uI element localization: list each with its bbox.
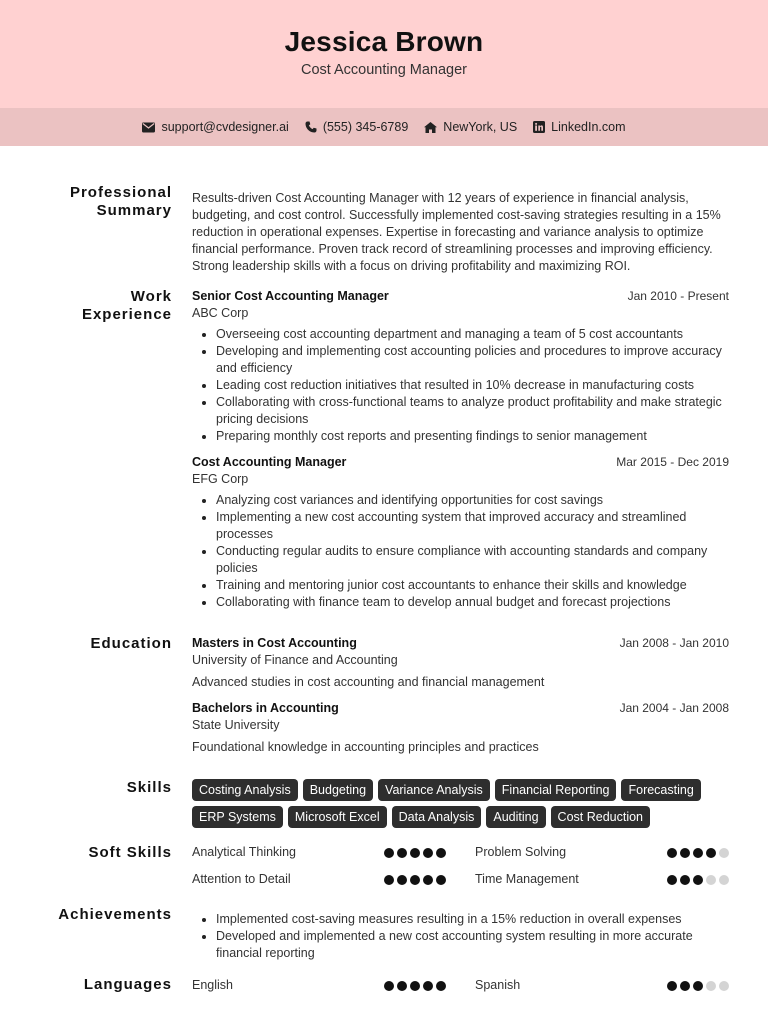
candidate-name: Jessica Brown [284,26,484,57]
rating-dots [639,875,729,885]
rating-dot-filled [680,875,690,885]
rating-dot-empty [719,848,729,858]
job-bullet: Developing and implementing cost accounting policies and procedures to improve accuracy and efficiency [216,343,729,377]
soft-skill-name: Problem Solving [475,845,567,859]
rating-dots [356,848,446,858]
rating-dot-filled [436,848,446,858]
phone-icon [305,121,317,133]
job-title: Cost Accounting Manager [192,455,347,469]
rating-dot-filled [693,875,703,885]
job-bullet: Leading cost reduction initiatives that resulted in 10% decrease in manufacturing costs [216,377,729,394]
rating-dot-filled [436,875,446,885]
section-title-summary: Professional Summary [69,184,172,219]
achievements-list [192,907,729,962]
contact-linkedin-text: LinkedIn.com [551,120,626,134]
section-title-soft-skills: Soft Skills [88,844,172,861]
skill-tag: Forecasting [621,779,700,801]
education-entry [192,700,729,756]
section-title-experience: Work Experience [81,288,172,323]
language-name: Spanish [475,978,521,992]
job-bullet: Overseeing cost accounting department and managing a team of 5 cost accountants [216,326,729,343]
rating-dot-filled [693,848,703,858]
job-date: Mar 2015 - Dec 2019 [616,455,729,469]
candidate-role: Cost Accounting Manager [300,62,468,78]
skill-tag: Data Analysis [392,806,482,828]
job-entry [192,454,729,611]
job-company: ABC Corp [192,306,249,320]
job-company: EFG Corp [192,472,249,486]
rating-dot-empty [706,981,716,991]
job-bullets [192,492,729,611]
job-bullet: Implementing a new cost accounting system that improved accuracy and streamlined processes [216,509,729,543]
job-bullet: Analyzing cost variances and identifying opportunities for cost savings [216,492,729,509]
rating-dots [356,981,446,991]
job-bullet: Collaborating with cross-functional teams to analyze product profitability and make strategic pricing decisions [216,394,729,428]
experience-list [192,288,729,611]
rating-dot-filled [410,875,420,885]
rating-dot-filled [384,875,394,885]
rating-dot-filled [423,848,433,858]
job-bullets [192,326,729,445]
rating-dot-filled [693,981,703,991]
contact-email-text: support@cvdesigner.ai [161,120,289,134]
skill-tag: Budgeting [303,779,373,801]
rating-dot-filled [423,875,433,885]
skills-tags [192,779,729,828]
job-bullet: Preparing monthly cost reports and presenting findings to senior management [216,428,729,445]
section-title-achievements: Achievements [58,906,172,923]
soft-skill-item [192,871,446,888]
contact-location-text: NewYork, US [443,120,518,134]
rating-dot-filled [423,981,433,991]
soft-skills-grid [192,844,729,888]
rating-dot-filled [397,875,407,885]
soft-skill-name: Time Management [475,872,579,886]
rating-dot-filled [667,981,677,991]
soft-skill-item [192,844,446,861]
job-bullet: Training and mentoring junior cost accountants to enhance their skills and knowledge [216,577,729,594]
language-name: English [192,978,233,992]
rating-dot-filled [667,875,677,885]
job-bullet: Collaborating with finance team to develop annual budget and forecast projections [216,594,729,611]
achievement-item: Implemented cost-saving measures resulting in a 15% reduction in overall expenses [216,911,729,928]
soft-skill-item [475,871,729,888]
language-item [475,977,729,994]
degree-title: Bachelors in Accounting [192,701,339,715]
rating-dot-empty [706,875,716,885]
achievement-item: Developed and implemented a new cost accounting system resulting in more accurate financial reporting [216,928,729,962]
rating-dot-empty [719,875,729,885]
soft-skill-name: Attention to Detail [192,872,291,886]
rating-dot-filled [410,848,420,858]
education-list [192,635,729,756]
rating-dot-filled [397,981,407,991]
education-description: Advanced studies in cost accounting and financial management [192,675,545,689]
education-date: Jan 2008 - Jan 2010 [619,636,729,650]
rating-dots [639,981,729,991]
education-description: Foundational knowledge in accounting principles and practices [192,740,539,754]
contact-linkedin[interactable] [533,120,625,134]
rating-dot-empty [719,981,729,991]
skill-tag: ERP Systems [192,806,283,828]
header-band [0,0,768,108]
home-icon [424,122,437,133]
rating-dot-filled [410,981,420,991]
skill-tag: Microsoft Excel [288,806,387,828]
skill-tag: Variance Analysis [378,779,490,801]
skill-tag: Costing Analysis [192,779,298,801]
summary-text: Results-driven Cost Accounting Manager with 12 years of experience in financial analysis, budgeting, and cost control. Successfully implemented cost-saving strategies resulting in a 15% reduction in operational expenses. Expertise in forecasting and variance analysis to optimize financial performance. Proven track record of streamlining processes and improving efficiency. Strong leadership skills with a focus on driving profitability and maximizing ROI. [192,191,721,273]
job-date: Jan 2010 - Present [627,289,729,303]
language-item [192,977,446,994]
rating-dot-filled [397,848,407,858]
section-title-education: Education [90,635,172,652]
school-name: University of Finance and Accounting [192,653,398,667]
rating-dot-filled [680,981,690,991]
contact-phone[interactable] [305,120,408,134]
school-name: State University [192,718,280,732]
rating-dot-filled [436,981,446,991]
rating-dot-filled [706,848,716,858]
job-title: Senior Cost Accounting Manager [192,289,389,303]
job-bullet: Conducting regular audits to ensure compliance with accounting standards and company policies [216,543,729,577]
soft-skill-item [475,844,729,861]
education-entry [192,635,729,691]
contact-phone-text: (555) 345-6789 [322,120,409,134]
contact-email[interactable] [142,120,288,134]
section-title-languages: Languages [83,976,172,993]
contact-bar [0,108,768,146]
skill-tag: Auditing [486,806,545,828]
skill-tag: Financial Reporting [495,779,617,801]
rating-dot-filled [667,848,677,858]
skill-tag: Cost Reduction [551,806,650,828]
rating-dot-filled [384,981,394,991]
degree-title: Masters in Cost Accounting [192,636,357,650]
rating-dot-filled [384,848,394,858]
section-title-skills: Skills [126,779,172,796]
languages-grid [192,977,729,994]
education-date: Jan 2004 - Jan 2008 [619,701,729,715]
rating-dots [639,848,729,858]
envelope-icon [142,122,155,133]
rating-dots [356,875,446,885]
soft-skill-name: Analytical Thinking [192,845,296,859]
job-entry [192,288,729,445]
contact-location [424,120,517,134]
rating-dot-filled [680,848,690,858]
linkedin-icon [533,121,545,133]
